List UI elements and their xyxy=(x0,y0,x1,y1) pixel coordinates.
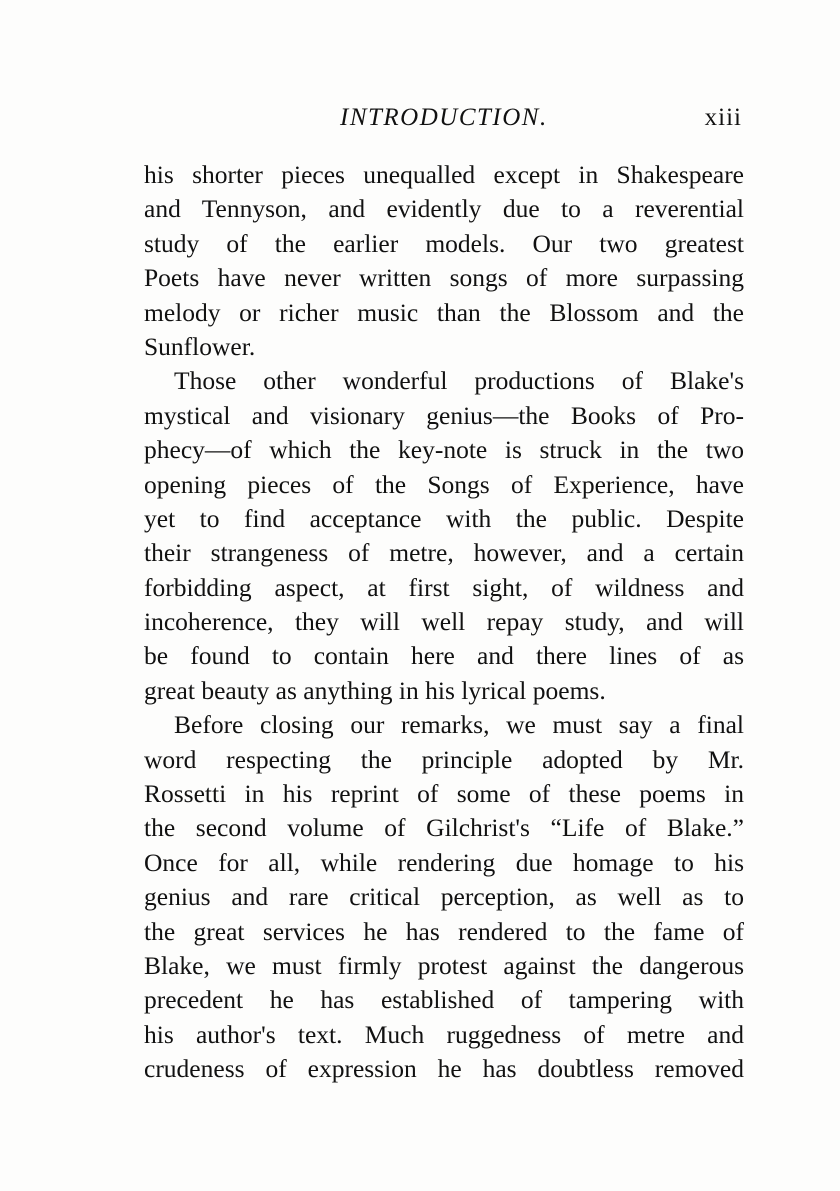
text-line: Blake, we must firmly protest against the dangerous xyxy=(144,950,744,980)
text-line: be found to contain here and there lines of as xyxy=(144,641,744,671)
text-line: incoherence, they will well repay study, and will xyxy=(144,607,744,637)
text-line: forbidding aspect, at first sight, of wildness and xyxy=(144,572,744,602)
text-line: and Tennyson, and evidently due to a reverential xyxy=(144,194,744,224)
text-line: Poets have never written songs of more surpassing xyxy=(144,263,744,293)
text-line: study of the earlier models. Our two greatest xyxy=(144,228,744,258)
text-line: their strangeness of metre, however, and a certain xyxy=(144,538,744,568)
text-line: crudeness of expression he has doubtless removed xyxy=(144,1054,744,1084)
running-head xyxy=(144,98,748,138)
text-line: melody or richer music than the Blossom and the xyxy=(144,297,744,327)
text-line: Rossetti in his reprint of some of these poems in xyxy=(144,779,744,809)
text-line: the great services he has rendered to the fame of xyxy=(144,916,744,946)
text-line: word respecting the principle adopted by Mr. xyxy=(144,744,744,774)
text-line: precedent he has established of tampering with xyxy=(144,985,744,1015)
text-line: the second volume of Gilchrist's “Life of Blake.” xyxy=(144,813,744,843)
paragraph xyxy=(144,364,744,708)
running-title: INTRODUCTION. xyxy=(340,104,548,131)
text-line: Sunflower. xyxy=(144,331,256,361)
page-number: xiii xyxy=(704,104,742,131)
paragraph xyxy=(144,708,744,1086)
text-line: genius and rare critical perception, as well as to xyxy=(144,882,744,912)
paragraph xyxy=(144,158,744,364)
text-line: Those other wonderful productions of Blake's xyxy=(174,366,744,396)
text-line: mystical and visionary genius—the Books of Pro- xyxy=(144,400,744,430)
text-line: opening pieces of the Songs of Experience, have xyxy=(144,469,744,499)
text-line: his shorter pieces unequalled except in Shakespeare xyxy=(144,160,744,189)
body-text xyxy=(144,158,744,1087)
text-line: his author's text. Much ruggedness of metre and xyxy=(144,1019,744,1049)
text-line: yet to find acceptance with the public. Despite xyxy=(144,503,744,533)
text-line: phecy—of which the key-note is struck in the two xyxy=(144,435,744,465)
text-line: Before closing our remarks, we must say a final xyxy=(174,710,744,740)
text-line: great beauty as anything in his lyrical poems. xyxy=(144,675,606,705)
text-line: Once for all, while rendering due homage to his xyxy=(144,847,744,877)
